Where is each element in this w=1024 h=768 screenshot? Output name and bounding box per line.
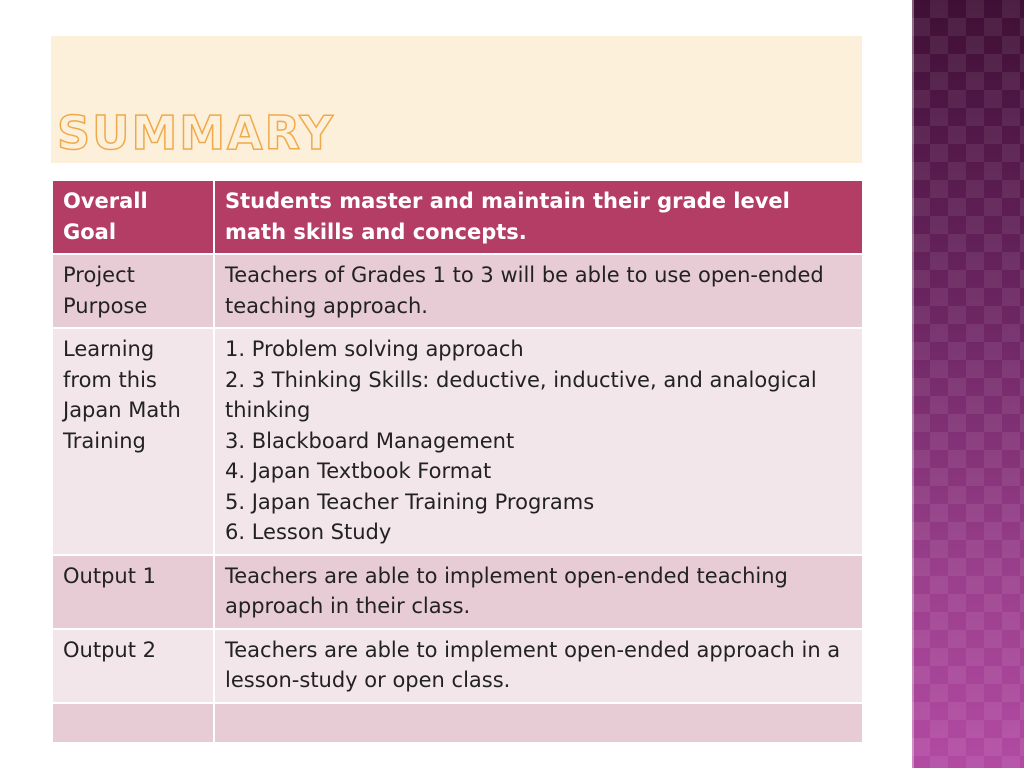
row-content-list bbox=[214, 328, 863, 555]
table-row-output-1 bbox=[52, 555, 863, 629]
list-item: 5. Japan Teacher Training Programs bbox=[225, 489, 595, 514]
row-label: Output 1 bbox=[52, 555, 214, 629]
row-label: Output 2 bbox=[52, 629, 214, 703]
list-item: 6. Lesson Study bbox=[225, 520, 392, 544]
row-label: Overall Goal bbox=[52, 180, 214, 254]
list-item: 3. Blackboard Management bbox=[225, 428, 515, 453]
side-band-edge bbox=[912, 0, 914, 768]
row-label: Learning from this Japan Math Training bbox=[52, 328, 214, 555]
row-label: Project Purpose bbox=[52, 254, 214, 328]
table-row-output-2 bbox=[52, 629, 863, 703]
side-band-pattern bbox=[912, 0, 1024, 768]
row-content: Teachers are able to implement open-ended teaching approach in their class. bbox=[214, 555, 863, 629]
table-row-learning bbox=[52, 328, 863, 555]
slide-title: SUMMARY bbox=[57, 106, 335, 160]
title-box bbox=[51, 36, 862, 163]
table-row-overall-goal bbox=[52, 180, 863, 254]
row-content: Teachers are able to implement open-ended approach in a lesson-study or open class. bbox=[214, 629, 863, 703]
empty-cell bbox=[52, 703, 214, 743]
table-row-project-purpose bbox=[52, 254, 863, 328]
summary-table bbox=[51, 179, 864, 744]
row-content: Teachers of Grades 1 to 3 will be able to use open-ended teaching approach. bbox=[214, 254, 863, 328]
list-item: 4. Japan Textbook Format bbox=[225, 459, 492, 483]
list-item: 1. Problem solving approach bbox=[225, 337, 524, 361]
list-item: 2. 3 Thinking Skills: deductive, inductive, and analogical thinking bbox=[225, 367, 817, 422]
row-content: Students master and maintain their grade level math skills and concepts. bbox=[214, 180, 863, 254]
decorative-side-band bbox=[912, 0, 1024, 768]
empty-cell bbox=[214, 703, 863, 743]
table-row-empty bbox=[52, 703, 863, 743]
